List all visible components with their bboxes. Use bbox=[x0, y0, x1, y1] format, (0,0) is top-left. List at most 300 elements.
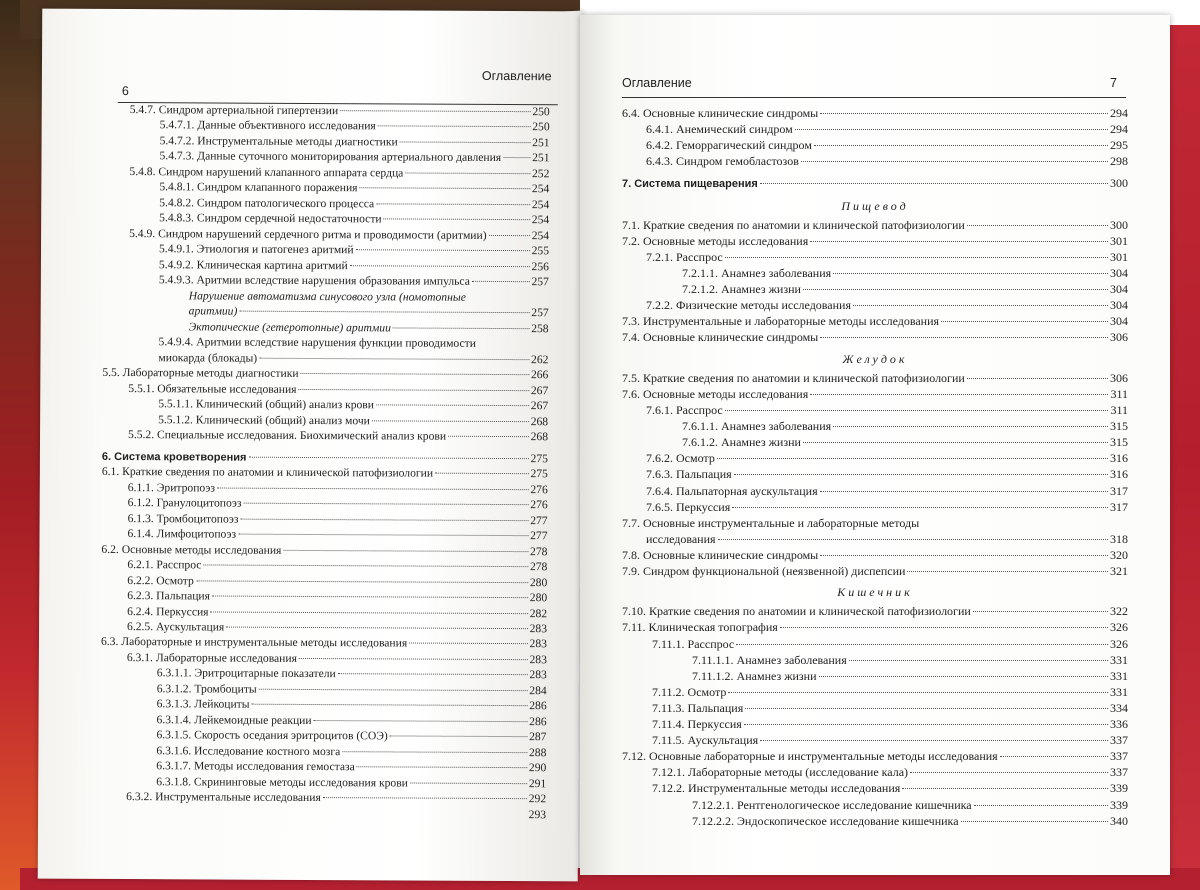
toc-entry-title: 7.8. Основные клинические синдромы bbox=[622, 547, 819, 562]
toc-page-number: 284 bbox=[529, 684, 547, 698]
toc-entry-title: 7. Система пищеварения bbox=[622, 178, 758, 191]
toc-entry bbox=[622, 532, 1128, 547]
toc-page-number: 316 bbox=[1110, 467, 1128, 482]
toc-dot-leader bbox=[217, 487, 528, 490]
toc-entry bbox=[102, 413, 548, 430]
toc-entry-title: 6.1.2. Гранулоцитопоэз bbox=[127, 496, 242, 510]
toc-dot-leader bbox=[736, 644, 1108, 645]
toc-entry bbox=[622, 548, 1128, 563]
toc-entry-title: 6.1.4. Лимфоцитопоэз bbox=[127, 527, 237, 541]
toc-entry bbox=[622, 234, 1128, 249]
toc-page-number: 283 bbox=[529, 668, 547, 682]
toc-dot-leader bbox=[820, 337, 1108, 338]
toc-entry bbox=[103, 149, 549, 166]
toc-dot-leader bbox=[732, 507, 1108, 508]
toc-dot-leader bbox=[1000, 756, 1108, 757]
toc-page-number: 254 bbox=[531, 229, 550, 243]
toc-entry-title: 5.4.9.3. Аритмии вследствие нарушения образования импульса bbox=[158, 273, 470, 289]
toc-page-number: 304 bbox=[1110, 282, 1128, 297]
toc-entry-title: 5.4.7.2. Инструментальные методы диагностики bbox=[159, 134, 398, 149]
toc-entry-title: 7.11.3. Пальпация bbox=[652, 700, 744, 715]
toc-page-number: 304 bbox=[1110, 314, 1128, 329]
toc-dot-leader bbox=[314, 720, 528, 722]
toc-page-number: 316 bbox=[1110, 451, 1128, 466]
toc-entry-title: 6.3. Лабораторные и инструментальные методы исследования bbox=[100, 635, 408, 650]
toc-entry bbox=[100, 759, 546, 776]
toc-entry bbox=[622, 798, 1128, 813]
toc-entry bbox=[102, 335, 548, 352]
toc-entry-title: 6.1.3. Тромбоцитопоэз bbox=[127, 511, 239, 526]
toc-entry bbox=[622, 451, 1128, 466]
toc-entry bbox=[622, 781, 1128, 796]
toc-entry-title: 6.2.4. Перкуссия bbox=[127, 604, 209, 618]
toc-page-number: 266 bbox=[530, 368, 549, 382]
toc-entry-title: 6.4.3. Синдром гемобластозов bbox=[646, 154, 799, 169]
toc-page-number: 275 bbox=[530, 467, 548, 481]
toc-entry bbox=[622, 749, 1128, 764]
toc-page-number: 306 bbox=[1110, 330, 1128, 345]
toc-entry bbox=[101, 651, 547, 668]
right-toc-list bbox=[622, 106, 1128, 830]
toc-entry-title: 7.2.1.1. Анамнез заболевания bbox=[682, 266, 832, 281]
toc-dot-leader bbox=[780, 627, 1108, 628]
toc-entry bbox=[103, 320, 549, 337]
toc-page-number: 268 bbox=[530, 430, 549, 444]
toc-entry bbox=[103, 242, 549, 259]
toc-page-number: 287 bbox=[529, 730, 547, 744]
toc-page-number: 317 bbox=[1110, 499, 1128, 514]
toc-entry-title: 6.3.1.7. Методы исследования гемостаза bbox=[156, 759, 355, 774]
toc-dot-leader bbox=[803, 442, 1108, 443]
toc-page-number: 278 bbox=[529, 560, 548, 574]
toc-page-number: 282 bbox=[529, 606, 548, 620]
toc-entry bbox=[100, 728, 546, 745]
toc-dot-leader bbox=[974, 805, 1108, 806]
toc-entry bbox=[100, 790, 546, 807]
toc-entry bbox=[101, 682, 547, 699]
toc-dot-leader bbox=[203, 564, 528, 567]
toc-dot-leader bbox=[795, 129, 1108, 130]
toc-entry bbox=[103, 211, 549, 228]
toc-entry bbox=[102, 496, 548, 513]
toc-entry-title: 6.3.1.5. Скорость оседания эритроцитов (СОЭ) bbox=[156, 728, 388, 743]
toc-entry-title: 7.6.4. Пальпаторная аускультация bbox=[646, 483, 818, 498]
toc-entry-title: 7.7. Основные инструментальные и лабораторные методы bbox=[622, 515, 920, 530]
toc-dot-leader bbox=[410, 782, 527, 784]
toc-page-number: 276 bbox=[530, 482, 548, 496]
toc-entry-title: 7.11.2. Осмотр bbox=[652, 684, 727, 699]
toc-entry bbox=[101, 604, 547, 621]
toc-page-number: 254 bbox=[531, 198, 550, 212]
toc-dot-leader bbox=[745, 708, 1108, 709]
toc-entry bbox=[103, 180, 549, 197]
toc-entry-title: 7.11.1.2. Анамнез жизни bbox=[692, 668, 817, 683]
left-running-header: Оглавление bbox=[481, 68, 552, 84]
toc-dot-leader bbox=[833, 273, 1108, 274]
toc-entry-title: 5.4.8.1. Синдром клапанного поражения bbox=[159, 180, 358, 195]
toc-page-number: 339 bbox=[1110, 797, 1128, 812]
toc-dot-leader bbox=[350, 265, 530, 267]
toc-entry-title: 7.12.2. Инструментальные методы исследования bbox=[652, 781, 901, 796]
toc-entry bbox=[102, 481, 548, 498]
toc-entry-title: 5.5.1. Обязательные исследования bbox=[128, 381, 297, 396]
toc-page-number: 254 bbox=[531, 182, 550, 196]
toc-dot-leader bbox=[393, 327, 529, 329]
toc-entry bbox=[102, 397, 548, 414]
toc-entry-title: 7.1. Краткие сведения по анатомии и клинической патофизиологии bbox=[622, 217, 965, 232]
toc-page-number: 283 bbox=[529, 637, 547, 651]
toc-entry-title: 7.2.1.2. Анамнез жизни bbox=[682, 282, 801, 297]
right-running-header: Оглавление bbox=[622, 76, 692, 90]
toc-entry-title: 7.5. Краткие сведения по анатомии и клинической патофизиологии bbox=[622, 370, 965, 385]
toc-page-number: 268 bbox=[530, 414, 549, 428]
toc-page-number: 294 bbox=[1110, 122, 1128, 137]
toc-dot-leader bbox=[853, 305, 1108, 306]
toc-dot-leader bbox=[725, 257, 1108, 258]
toc-dot-leader bbox=[338, 674, 528, 676]
toc-entry bbox=[622, 620, 1128, 635]
toc-entry bbox=[104, 118, 550, 135]
toc-page-number: 301 bbox=[1110, 233, 1128, 248]
toc-dot-leader bbox=[400, 141, 530, 143]
toc-entry-title: 5.4.9.2. Клиническая картина аритмий bbox=[158, 258, 348, 273]
toc-entry-title: 6.2. Основные методы исследования bbox=[101, 542, 282, 557]
toc-entry bbox=[622, 403, 1128, 418]
toc-entry bbox=[622, 669, 1128, 684]
toc-dot-leader bbox=[961, 821, 1108, 822]
toc-dot-leader bbox=[902, 788, 1108, 789]
toc-dot-leader bbox=[356, 250, 530, 252]
toc-dot-leader bbox=[849, 660, 1108, 661]
toc-entry-title: 5.4.7. Синдром артериальной гипертензии bbox=[129, 103, 339, 118]
toc-entry bbox=[102, 428, 548, 445]
toc-entry-title: 5.5.1.1. Клинический (общий) анализ крови bbox=[158, 397, 375, 412]
toc-entry bbox=[101, 666, 547, 683]
toc-dot-leader bbox=[376, 405, 529, 407]
toc-page-number: 315 bbox=[1110, 435, 1128, 450]
toc-dot-leader bbox=[238, 534, 528, 537]
toc-entry bbox=[622, 138, 1128, 153]
toc-dot-leader bbox=[240, 518, 528, 521]
toc-entry-title: 5.4.9.4. Аритмии вследствие нарушения функции проводимости bbox=[158, 335, 476, 351]
toc-page-number: 320 bbox=[1110, 547, 1128, 562]
toc-page-number: 304 bbox=[1110, 266, 1128, 281]
toc-dot-leader bbox=[973, 611, 1108, 612]
toc-entry-title: 6.4.2. Геморрагический синдром bbox=[646, 138, 812, 153]
toc-entry-title: 7.6.1. Расспрос bbox=[646, 403, 723, 418]
toc-entry bbox=[622, 653, 1128, 668]
toc-entry bbox=[102, 382, 548, 399]
toc-page-number: 277 bbox=[530, 513, 548, 527]
toc-entry bbox=[622, 685, 1128, 700]
toc-dot-leader bbox=[803, 289, 1108, 290]
toc-section-heading: Пищевод bbox=[841, 198, 909, 213]
toc-entry-title: 7.6.5. Перкуссия bbox=[646, 499, 731, 514]
toc-entry bbox=[622, 500, 1128, 515]
toc-entry bbox=[100, 744, 546, 761]
toc-entry bbox=[622, 314, 1128, 329]
toc-page-number: 257 bbox=[531, 306, 549, 320]
right-page-number: 7 bbox=[1110, 76, 1117, 90]
toc-entry bbox=[104, 134, 550, 151]
left-page-number: 6 bbox=[121, 84, 129, 99]
toc-entry-title: 6.2.1. Расспрос bbox=[127, 558, 202, 572]
toc-page-number: 276 bbox=[530, 498, 548, 512]
toc-dot-leader bbox=[409, 643, 527, 645]
toc-entry-title: 6.3.1.1. Эритроцитарные показатели bbox=[156, 666, 336, 681]
toc-entry-title: 7.6. Основные методы исследования bbox=[622, 386, 809, 401]
toc-dot-leader bbox=[744, 724, 1108, 725]
toc-entry bbox=[102, 351, 548, 368]
toc-page-number: 286 bbox=[529, 699, 547, 713]
toc-page-number: 251 bbox=[532, 136, 550, 150]
toc-page-number: 256 bbox=[531, 260, 549, 274]
toc-page-number: 280 bbox=[529, 575, 548, 589]
toc-page-number: 336 bbox=[1110, 717, 1128, 732]
toc-page-number: 257 bbox=[531, 275, 549, 289]
toc-entry bbox=[101, 635, 547, 652]
toc-dot-leader bbox=[435, 473, 528, 474]
toc-page-number: 286 bbox=[529, 715, 547, 729]
toc-entry-title: 6.3.1.8. Скрининговые методы исследования крови bbox=[156, 775, 408, 790]
toc-dot-leader bbox=[472, 281, 530, 282]
toc-page-number: 331 bbox=[1110, 668, 1128, 683]
toc-page-number: 254 bbox=[531, 213, 550, 227]
toc-entry-title: 7.12.2.1. Рентгенологическое исследование кишечника bbox=[692, 797, 972, 812]
toc-entry-title: 7.11.1. Расспрос bbox=[652, 636, 735, 651]
toc-entry-title: 5.4.9.1. Этиология и патогенез аритмий bbox=[158, 242, 354, 257]
toc-entry bbox=[101, 697, 547, 714]
toc-page-number: 277 bbox=[530, 529, 548, 543]
toc-entry-title: 6.1.1. Эритропоэз bbox=[127, 480, 215, 495]
toc-entry-title: 5.4.8.2. Синдром патологического процесса bbox=[159, 196, 375, 211]
toc-page-number: 321 bbox=[1110, 563, 1128, 578]
toc-entry bbox=[101, 558, 547, 575]
toc-page-number: 311 bbox=[1110, 403, 1128, 418]
toc-entry-title: 5.4.7.3. Данные суточного мониторирования артериального давления bbox=[159, 149, 502, 165]
toc-entry-title: Нарушение автоматизма синусового узла (номотопные bbox=[188, 289, 466, 304]
toc-page-number: 278 bbox=[530, 544, 548, 558]
toc-entry-title: 7.12.1. Лабораторные методы (исследование кала) bbox=[652, 765, 909, 780]
toc-entry-title: 5.5. Лабораторные методы диагностики bbox=[102, 366, 299, 381]
toc-page-number: 267 bbox=[530, 383, 549, 397]
toc-dot-leader bbox=[376, 203, 530, 205]
toc-entry bbox=[103, 196, 549, 213]
toc-entry-title: исследования bbox=[646, 531, 716, 546]
toc-entry bbox=[622, 701, 1128, 716]
toc-dot-leader bbox=[252, 704, 528, 706]
toc-dot-leader bbox=[760, 740, 1108, 741]
toc-entry bbox=[622, 387, 1128, 402]
toc-dot-leader bbox=[384, 219, 530, 221]
toc-page-number: 291 bbox=[528, 776, 547, 791]
toc-entry-title: 6.3.1.6. Исследование костного мозга bbox=[156, 744, 341, 759]
toc-entry-title: 7.6.1.2. Анамнез жизни bbox=[682, 435, 801, 450]
toc-dot-leader bbox=[102, 813, 527, 815]
toc-entry bbox=[101, 589, 547, 606]
toc-page-number: 250 bbox=[532, 105, 550, 119]
toc-entry bbox=[622, 814, 1128, 829]
toc-page-number: 290 bbox=[528, 761, 547, 775]
toc-dot-leader bbox=[810, 394, 1108, 395]
toc-dot-leader bbox=[323, 797, 527, 799]
toc-dot-leader bbox=[283, 549, 528, 551]
toc-entry bbox=[103, 304, 549, 321]
toc-entry-title: 7.11. Клиническая топография bbox=[622, 620, 778, 635]
toc-entry bbox=[103, 227, 549, 244]
toc-entry-title: 7.10. Краткие сведения по анатомии и клинической патофизиологии bbox=[622, 604, 971, 619]
toc-entry bbox=[622, 330, 1128, 345]
toc-entry-title: аритмии) bbox=[188, 304, 238, 318]
left-page bbox=[38, 9, 583, 882]
toc-page-number: 300 bbox=[1110, 176, 1128, 191]
toc-entry-title: 6. Система кроветворения bbox=[101, 450, 247, 464]
toc-entry-title: 7.3. Инструментальные и лабораторные методы исследования bbox=[622, 314, 940, 329]
toc-dot-leader bbox=[907, 571, 1108, 572]
toc-entry-title: 6.3.2. Инструментальные исследования bbox=[126, 790, 321, 805]
toc-entry bbox=[103, 289, 549, 306]
left-toc-list bbox=[100, 103, 550, 824]
toc-page-number: 326 bbox=[1110, 636, 1128, 651]
toc-entry bbox=[103, 165, 549, 182]
toc-page-number: 283 bbox=[529, 622, 548, 636]
toc-entry bbox=[622, 516, 1128, 531]
toc-entry-title: 7.6.1.1. Анамнез заболевания bbox=[682, 419, 832, 434]
toc-page-number: 251 bbox=[532, 151, 550, 165]
toc-section-heading: Желудок bbox=[842, 351, 908, 366]
toc-dot-leader bbox=[405, 172, 530, 174]
toc-entry bbox=[622, 218, 1128, 233]
toc-dot-leader bbox=[734, 474, 1108, 475]
toc-page-number: 258 bbox=[531, 321, 549, 336]
toc-entry-title: 7.11.5. Аускультация bbox=[652, 733, 759, 748]
toc-section-heading: Кишечник bbox=[837, 585, 913, 600]
toc-dot-leader bbox=[910, 772, 1108, 773]
toc-entry bbox=[103, 258, 549, 275]
toc-dot-leader bbox=[717, 458, 1108, 459]
right-header-rule bbox=[622, 97, 1126, 98]
toc-dot-leader bbox=[243, 503, 528, 505]
toc-dot-leader bbox=[725, 410, 1109, 411]
toc-entry-title: 6.3.1.2. Тромбоциты bbox=[156, 682, 257, 696]
toc-entry-title: 6.3.1.3. Лейкоциты bbox=[156, 697, 250, 712]
toc-entry-title: 5.5.1.2. Клинический (общий) анализ мочи bbox=[158, 412, 370, 428]
right-page bbox=[580, 15, 1170, 875]
toc-entry bbox=[622, 371, 1128, 386]
toc-entry-title: 5.4.7.1. Данные объективного исследования bbox=[159, 118, 376, 133]
toc-page-number: 250 bbox=[532, 120, 550, 134]
toc-entry bbox=[102, 450, 548, 467]
toc-entry bbox=[100, 775, 546, 792]
toc-page-number: 322 bbox=[1110, 604, 1128, 619]
toc-entry-title: 7.12.2.2. Эндоскопическое исследование кишечника bbox=[692, 813, 959, 828]
toc-entry-title: 7.9. Синдром функциональной (неязвенной) диспепсии bbox=[622, 563, 906, 578]
toc-entry-title: 7.12. Основные лабораторные и инструментальные методы исследования bbox=[622, 749, 998, 764]
toc-entry-title: 5.4.8. Синдром нарушений клапанного аппарата сердца bbox=[129, 164, 404, 180]
toc-entry-title: миокарда (блокады) bbox=[158, 350, 258, 365]
toc-entry bbox=[102, 366, 548, 383]
toc-dot-leader bbox=[211, 611, 528, 614]
toc-entry bbox=[622, 250, 1128, 265]
toc-dot-leader bbox=[259, 689, 528, 691]
toc-page-number: 294 bbox=[1110, 106, 1128, 120]
toc-dot-leader bbox=[378, 126, 531, 128]
toc-page-number: 255 bbox=[531, 244, 550, 258]
toc-page-number: 295 bbox=[1110, 138, 1128, 153]
toc-page-number: 304 bbox=[1110, 298, 1128, 313]
toc-dot-leader bbox=[728, 692, 1108, 693]
toc-page-number: 334 bbox=[1110, 700, 1128, 715]
toc-entry bbox=[622, 467, 1128, 482]
toc-dot-leader bbox=[967, 225, 1108, 226]
toc-entry-title: 7.6.2. Осмотр bbox=[646, 451, 715, 466]
toc-dot-leader bbox=[196, 580, 528, 583]
toc-entry-title: 7.2. Основные методы исследования bbox=[622, 233, 809, 248]
toc-dot-leader bbox=[390, 736, 527, 738]
toc-page-number: 300 bbox=[1110, 217, 1128, 232]
toc-entry bbox=[622, 106, 1128, 121]
toc-entry-title: 7.2.1. Расспрос bbox=[646, 249, 723, 264]
toc-page-number: 317 bbox=[1110, 483, 1128, 498]
toc-entry-title: 6.2.5. Аускультация bbox=[127, 620, 225, 634]
toc-entry-title: 6.2.2. Осмотр bbox=[127, 573, 194, 587]
toc-page-number: 267 bbox=[530, 399, 549, 413]
toc-page-number: 293 bbox=[528, 807, 547, 822]
toc-page-number: 326 bbox=[1110, 620, 1128, 635]
toc-entry bbox=[101, 542, 547, 559]
toc-page-number: 252 bbox=[531, 167, 550, 181]
toc-dot-leader bbox=[503, 157, 530, 158]
toc-entry bbox=[622, 717, 1128, 732]
toc-entry-title: 5.4.9. Синдром нарушений сердечного ритма и проводимости (аритмии) bbox=[129, 226, 487, 242]
toc-entry-title: 6.2.3. Пальпация bbox=[127, 589, 211, 603]
toc-dot-leader bbox=[372, 420, 529, 422]
toc-entry-title: 7.4. Основные клинические синдромы bbox=[622, 330, 819, 345]
toc-entry-title: 6.1. Краткие сведения по анатомии и клинической патофизиологии bbox=[101, 465, 434, 480]
toc-dot-leader bbox=[359, 188, 529, 190]
toc-entry-title: 6.3.1. Лабораторные исследования bbox=[126, 650, 297, 665]
toc-entry bbox=[622, 122, 1128, 137]
toc-dot-leader bbox=[448, 436, 529, 437]
toc-page-number: 288 bbox=[528, 746, 547, 760]
toc-dot-leader bbox=[259, 357, 529, 359]
toc-dot-leader bbox=[810, 241, 1108, 242]
toc-entry bbox=[622, 176, 1128, 192]
toc-page-number: 283 bbox=[529, 653, 547, 667]
toc-dot-leader bbox=[299, 389, 529, 391]
toc-entry bbox=[622, 564, 1128, 579]
toc-dot-leader bbox=[941, 321, 1108, 322]
toc-dot-leader bbox=[967, 378, 1108, 379]
toc-dot-leader bbox=[212, 596, 528, 599]
toc-entry bbox=[101, 573, 547, 590]
toc-entry bbox=[622, 154, 1128, 169]
toc-entry-title: 6.4. Основные клинические синдромы bbox=[622, 106, 819, 120]
toc-dot-leader bbox=[819, 676, 1109, 677]
toc-page-number: 337 bbox=[1110, 765, 1128, 780]
toc-entry bbox=[104, 103, 550, 120]
toc-page-number: 315 bbox=[1110, 419, 1128, 434]
toc-entry bbox=[622, 266, 1128, 281]
toc-dot-leader bbox=[718, 539, 1108, 540]
toc-dot-leader bbox=[820, 555, 1108, 556]
toc-entry-title: 7.2.2. Физические методы исследования bbox=[646, 298, 851, 313]
toc-dot-leader bbox=[357, 767, 527, 769]
toc-entry bbox=[622, 604, 1128, 619]
toc-page-number: 337 bbox=[1110, 749, 1128, 764]
toc-entry-title: 5.4.8.3. Синдром сердечной недостаточности bbox=[159, 211, 382, 226]
toc-entry bbox=[622, 419, 1128, 434]
